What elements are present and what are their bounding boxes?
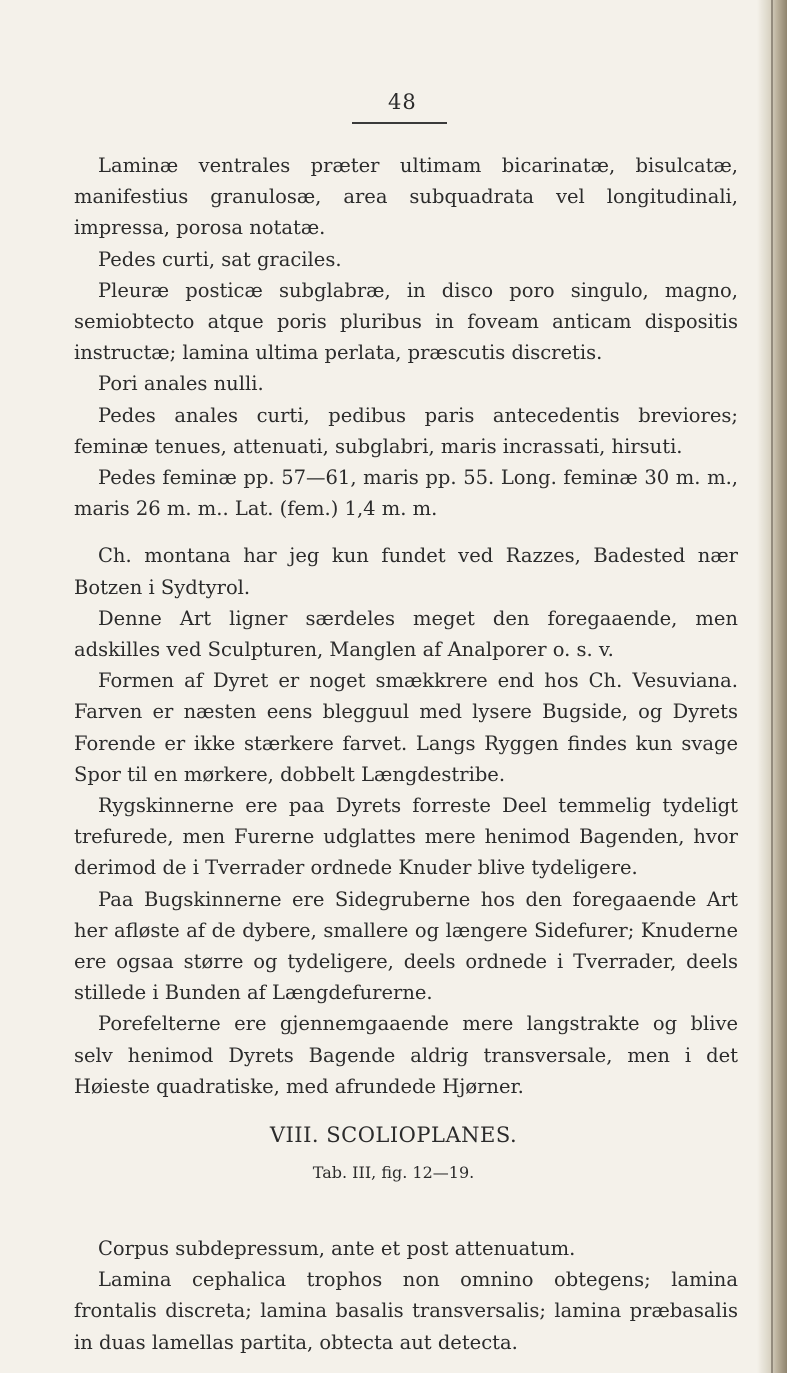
- paragraph-pleurae-posticae: Pleuræ posticæ subglabræ, in disco poro singulo, magno, semiobtecto atque poris pluribus in foveam anticam dispositis instructæ; lamina ultima perlata, præscutis discretis.: [74, 278, 738, 365]
- paragraph-form-colour: Formen af Dyret er noget smækkrere end hos Ch. Vesuviana. Farven er næsten eens blegguul med lysere Bugside, og Dyrets Forende er ikke stærkere farvet. Langs Ryggen findes kun svage Spor til en mørkere, dobbelt Længdestribe.: [74, 669, 738, 786]
- page-spine-edge: [771, 0, 773, 1373]
- paragraph-laminae-ventrales: Laminæ ventrales præter ultimam bicarinatæ, bisulcatæ, manifestius granulosæ, area subquadrata vel longitudinali, impressa, porosa notatæ.: [74, 154, 738, 240]
- paragraph-measurements: Pedes feminæ pp. 57—61, maris pp. 55. Long. feminæ 30 m. m., maris 26 m. m.. Lat. (fem.) 1,4 m. m.: [74, 466, 738, 521]
- paragraph-corpus: Corpus subdepressum, ante et post attenuatum.: [98, 1237, 576, 1260]
- body-text-part2: [74, 1233, 738, 1358]
- paragraph-locality: Ch. montana har jeg kun fundet ved Razzes, Badested nær Botzen i Sydtyrol.: [74, 544, 738, 599]
- paragraph-pedes-anales: Pedes anales curti, pedibus paris antecedentis breviores; feminæ tenues, attenuati, subglabri, maris incrassati, hirsuti.: [74, 403, 738, 458]
- paragraph-dorsal-plates: Rygskinnerne ere paa Dyrets forreste Deel temmelig tydeligt trefurede, men Furerne udglattes mere henimod Bagenden, hvor derimod de i Tverrader ordnede Knuder blive tydeligere.: [74, 794, 738, 880]
- page-number: 48: [388, 90, 417, 114]
- section-subheading: Tab. III, fig. 12—19.: [312, 1163, 475, 1182]
- body-text-part1: [74, 150, 738, 1102]
- paragraph-pore-fields: Porefelterne ere gjennemgaaende mere langstrakte og blive selv henimod Dyrets Bagende aldrig transversale, men i det Høieste quadratiske, med afrundede Hjørner.: [74, 1012, 738, 1098]
- section-heading: VIII. SCOLIOPLANES.: [269, 1123, 518, 1147]
- paragraph-pori-anales: Pori anales nulli.: [98, 372, 264, 396]
- page-number-rule: [352, 122, 447, 124]
- paragraph-lamina-cephalica: Lamina cephalica trophos non omnino obtegens; lamina frontalis discreta; lamina basalis transversalis; lamina præbasalis in duas lamellas partita, obtecta aut detecta.: [74, 1268, 738, 1354]
- paragraph-pedes-curti: Pedes curti, sat graciles.: [98, 247, 342, 271]
- paragraph-comparison: Denne Art ligner særdeles meget den foregaaende, men adskilles ved Sculpturen, Manglen af Analporer o. s. v.: [74, 606, 738, 662]
- paragraph-ventral-plates: Paa Bugskinnerne ere Sidegruberne hos den foregaaende Art her afløste af de dybere, smallere og længere Sidefurer; Knuderne ere ogsaa større og tydeligere, deels ordnede i Tverrader, deels stillede i Bunden af Længdefurerne.: [74, 887, 738, 1005]
